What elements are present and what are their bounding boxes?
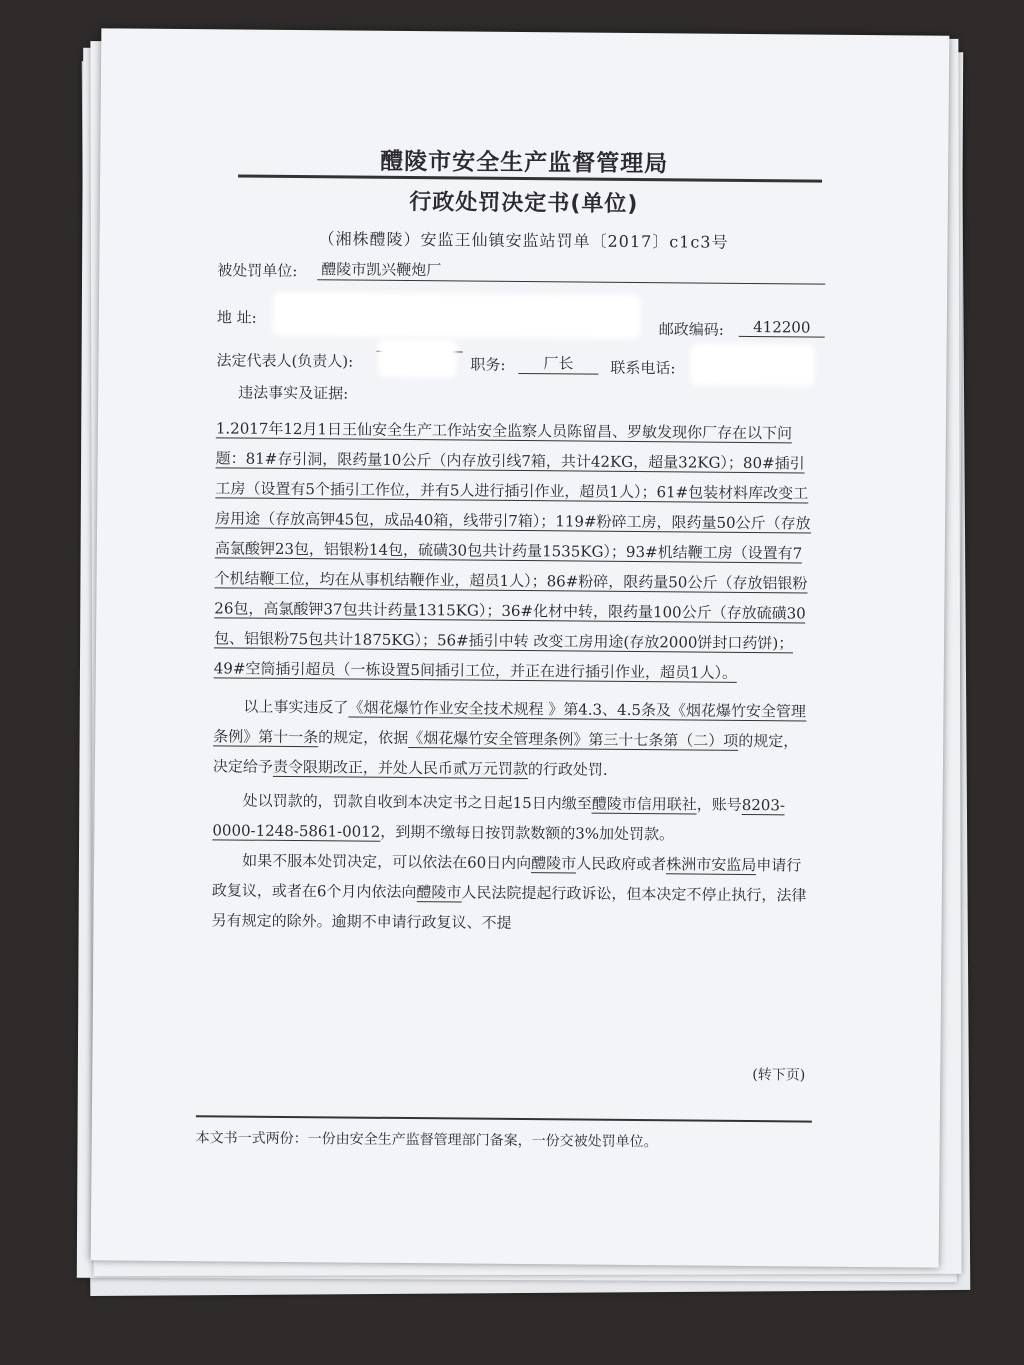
postcode-label: 邮政编码: <box>658 320 724 339</box>
document-type: 行政处罚决定书(单位) <box>409 190 639 218</box>
facts-heading: 违法事实及证据: <box>238 383 349 403</box>
penalty: 责令限期改正，并处人民币贰万元罚款 <box>272 757 529 779</box>
basis-rule: 《烟花爆竹安全管理条例》第三十七条第（二）项 <box>408 729 739 750</box>
footer-note: 本文书一式两份：一份由安全生产监督管理部门备案，一份交被处罚单位。 <box>195 1130 658 1151</box>
document-page <box>91 28 950 1267</box>
facts-paragraph: 1.2017年12月1日王仙安全生产工作站安全监察人员陈留昌、罗敏发现你厂存在以下问题：81#存引洞，限药量10公斤（内存放引线7箱，共计42KG，超量32KG）；80#插引工房（设置有5个插引工作位，并有5人进行插引作业，超员1人）；61#包装材料库改变工房用途（存放高钾45包，成品40箱，线带引7箱）；119#粉碎工房，限药量50公斤（存放高氯酸钾23包，铝银粉14包，硫磺30包共计药量1535KG）；93#机结鞭工房（设置有7个机结鞭工位，均在从事机结鞭作业，超员1人）；86#粉碎，限药量50公斤（存放铝银粉26包，高氯酸钾37包共计药量1315KG）；36#化材中转，限药量100公斤（存放硫磺30包、铝银粉75包共计1875KG）；56#插引中转 改变工房用途(存放2000饼封口药饼)；49#空筒插引超员（一栋设置5间插引工位，并正在进行插引作业，超员1人）。 <box>213 419 811 682</box>
redacted-address <box>277 296 637 335</box>
payment-bank: 醴陵市信用联社 <box>591 794 697 814</box>
postcode-value: 412200 <box>739 318 825 338</box>
payment-paragraph: 处以罚款的，罚款自收到本决定书之日起15日内缴至醴陵市信用联社，账号8203-0000-1248-5861-0012，到期不缴每日按罚款数额的3%加处罚款。 <box>212 791 786 844</box>
document-body <box>211 413 816 940</box>
document-number: （湘株醴陵）安监王仙镇安监站罚单〔2017〕c1c3号 <box>318 229 729 252</box>
position-value: 厂长 <box>518 352 598 375</box>
violated-rule: 《烟花爆竹作业安全技术规程 》第4.3、4.5条及《烟花爆竹安全管理条例》第十一条 <box>213 698 807 747</box>
phone-label: 联系电话: <box>610 358 676 378</box>
redacted-phone <box>694 348 810 383</box>
continued-note: (转下页) <box>752 1067 806 1084</box>
agency-title: 醴陵市安全生产监督管理局 <box>380 148 669 178</box>
address-label: 地 址: <box>216 308 257 327</box>
appeal-paragraph: 如果不服本处罚决定，可以依法在60日内向醴陵市人民政府或者株洲市安监局申请行政复议，或者在6个月内依法向醴陵市人民法院提起行政诉讼，但本决定不停止执行，法律另有规定的除外。逾期不申请行政复议、不提 <box>211 851 807 932</box>
position-label: 职务: <box>470 355 506 374</box>
unit-value: 醴陵市凯兴鞭炮厂 <box>317 258 825 284</box>
representative-label: 法定代表人(负责人): <box>216 351 354 371</box>
redacted-representative <box>382 343 452 374</box>
account-number: 8203-0000-1248-5861-0012 <box>212 795 786 841</box>
unit-label: 被处罚单位: <box>217 261 298 281</box>
footer-rule <box>196 1115 812 1122</box>
violation-paragraph: 以上事实违反了《烟花爆竹作业安全技术规程 》第4.3、4.5条及《烟花爆竹安全管理条例》第十一条的规定，依据《烟花爆竹安全管理条例》第三十七条第（二）项的规定，决定给予责令限期改正，并处人民币贰万元罚款的行政处罚. <box>212 697 807 779</box>
